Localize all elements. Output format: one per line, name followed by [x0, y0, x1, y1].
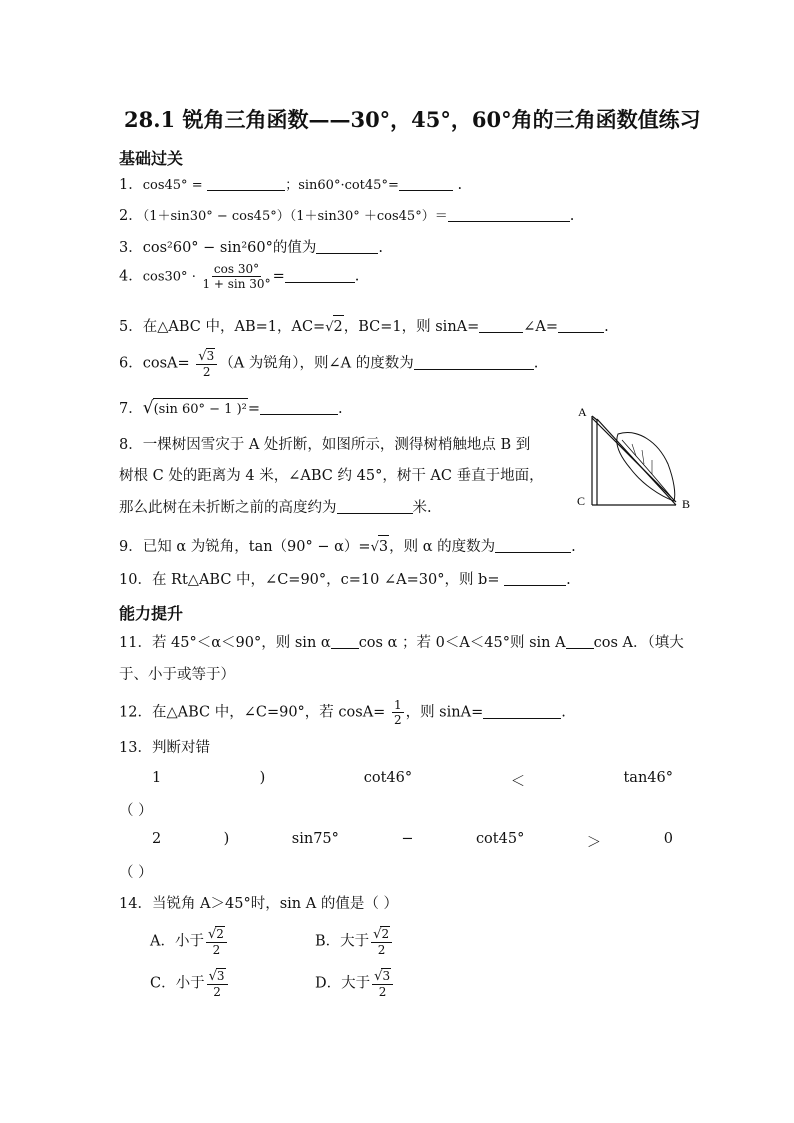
label-c: C	[577, 494, 586, 508]
option-c[interactable]: C．小于 $\frac{√3}{2}$	[150, 968, 230, 999]
question-8-line-2: 树根 C 处的距离为 4 米，∠ABC 约 45°，树干 AC 垂直于地面，	[119, 468, 544, 484]
question-8-line-3: 那么此树在未折断之前的高度约为 米.	[119, 500, 432, 516]
question-10: 10．在 Rt△ABC 中，∠C=90°，c=10 ∠A=30°，则 b= .	[119, 572, 571, 588]
question-9: 9．已知 α 为锐角，tan（90° − α）=√3，则 α 的度数为 .	[119, 535, 576, 559]
option-d[interactable]: D．大于 $\frac{√3}{2}$	[315, 968, 395, 999]
question-14: 14．当锐角 A＞45°时，sin A 的值是（ ）	[119, 896, 398, 912]
judge-row-1: 1 ) cot46° ＜ tan46°	[152, 770, 673, 790]
question-11-line-2: 于、小于或等于）	[119, 667, 235, 683]
question-11: 11．若 45°＜α＜90°，则 sin α cos α ；若 0＜A＜45°则 sin A cos A．（填大	[119, 635, 684, 651]
label-b: B	[682, 497, 691, 511]
question-6: 6．cosA= $\frac{√3}{2}$ （A 为锐角），则∠A 的度数为 .	[119, 349, 539, 379]
judge-answer-2[interactable]: （ ）	[119, 865, 153, 881]
question-8-line-1: 8．一棵树因雪灾于 A 处折断，如图所示，测得树梢触地点 B 到	[119, 437, 531, 453]
tree-figure	[572, 404, 696, 514]
fraction: $\frac{√3}{2}$	[196, 348, 217, 379]
judge-answer-1[interactable]: （ ）	[119, 803, 153, 819]
question-2: 2．（1＋sin30° − cos45°）（1＋sin30° ＋cos45°）＝ .	[119, 208, 575, 224]
fraction: $\frac{1}{2}$	[393, 698, 402, 727]
option-b[interactable]: B．大于 $\frac{√2}{2}$	[315, 926, 394, 957]
section-advanced: 能力提升	[119, 604, 184, 623]
question-3: 3．cos²60° − sin²60°的值为 .	[119, 240, 383, 256]
option-a[interactable]: A．小于 $\frac{√2}{2}$	[150, 926, 229, 957]
question-12: 12．在△ABC 中，∠C=90°，若 cosA= $\frac{1}{2}$ ，则 sinA= .	[119, 698, 566, 727]
question-4: 4．cos30° · $\frac{\cos 30^\circ}{1 + \sin 30^\circ}$ = .	[119, 262, 360, 291]
section-basic: 基础过关	[119, 149, 184, 168]
question-7: 7．√(sin 60° − 1 )²= .	[119, 397, 343, 421]
question-1: 1．cos45° = ；sin60°·cot45°= .	[119, 177, 463, 193]
fraction: $\frac{\cos 30^\circ}{1 + \sin 30^\circ}$	[202, 262, 271, 291]
judge-row-2: 2 ) sin75° − cot45° ＞ 0	[152, 831, 673, 851]
label-a: A	[578, 405, 587, 419]
question-13: 13．判断对错	[119, 740, 210, 756]
page-title: 28.1 锐角三角函数——30°，45°，60°角的三角函数值练习	[124, 107, 701, 132]
question-5: 5．在△ABC 中，AB=1，AC=√2，BC=1，则 sinA= ∠A= .	[119, 315, 609, 339]
